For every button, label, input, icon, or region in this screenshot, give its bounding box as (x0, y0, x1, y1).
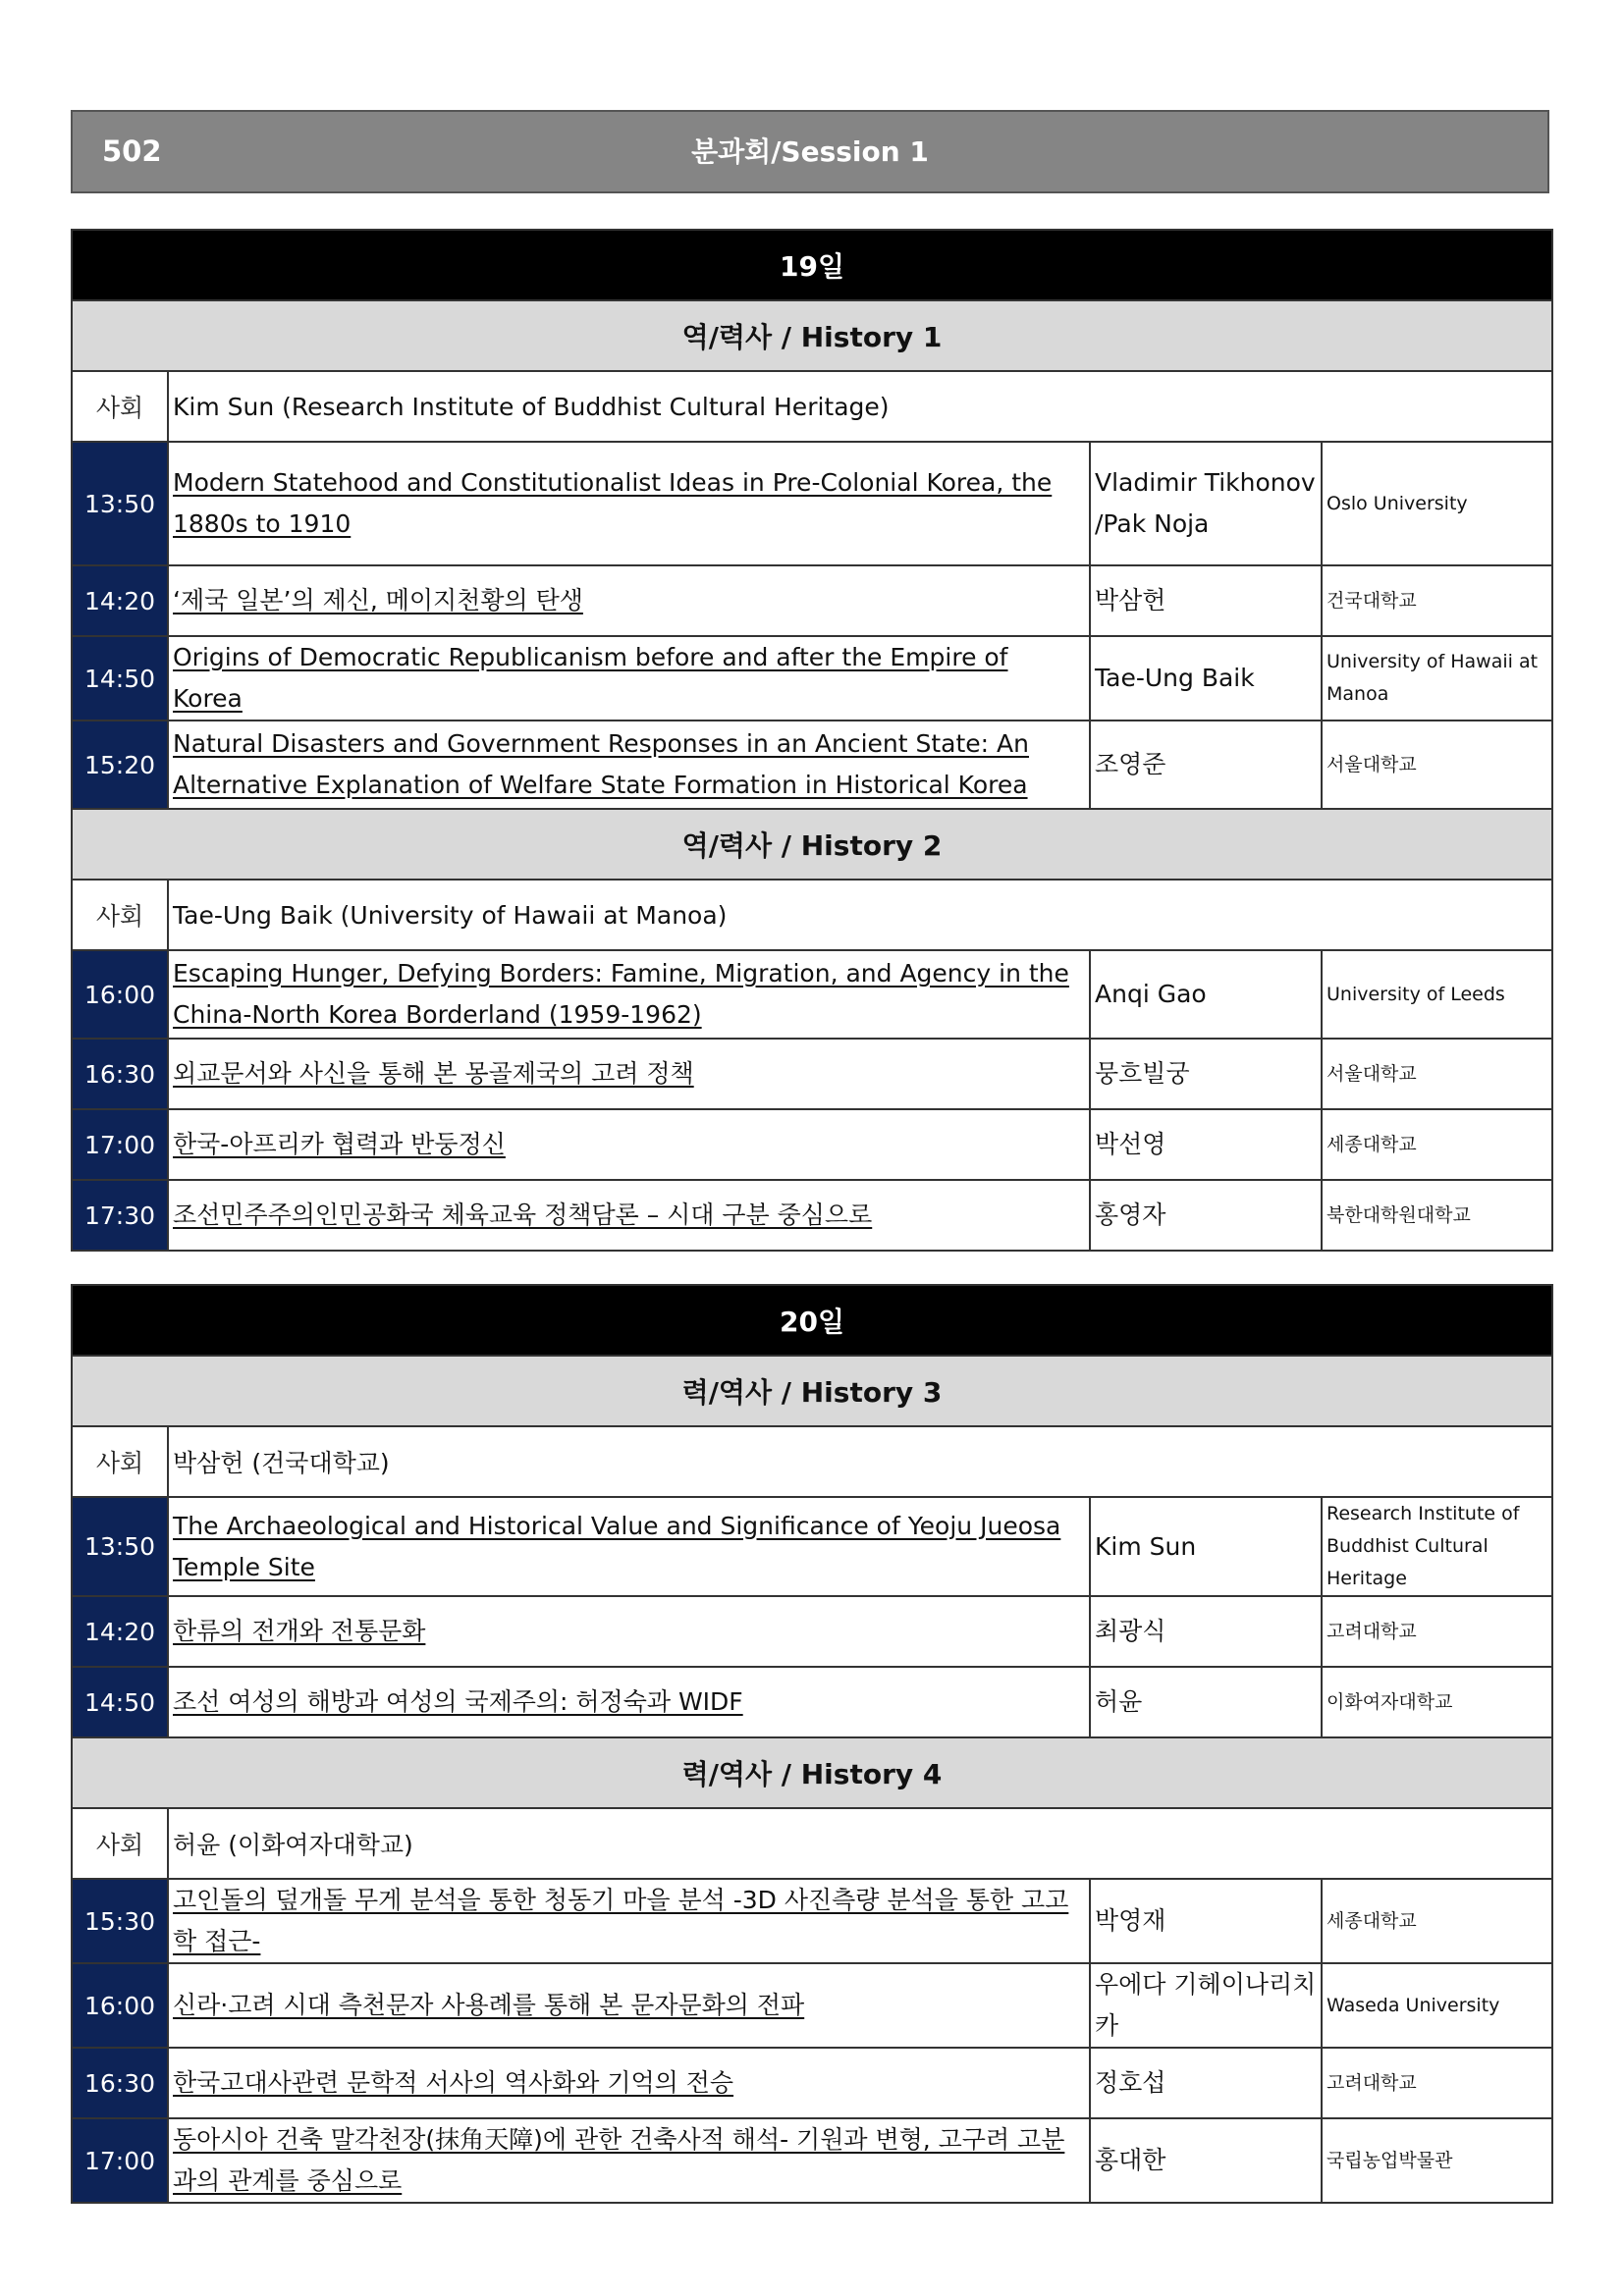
room-number: 502 (102, 134, 162, 168)
session-time: 14:50 (72, 1667, 168, 1737)
session-time: 15:20 (72, 721, 168, 809)
day-heading: 19일 (72, 230, 1552, 300)
session-time: 17:00 (72, 1109, 168, 1180)
presenter-name: 정호섭 (1090, 2048, 1322, 2118)
presenter-affiliation: University of Leeds (1322, 950, 1552, 1039)
presenter-affiliation: 세종대학교 (1322, 1879, 1552, 1963)
chair-label: 사회 (72, 1808, 168, 1879)
paper-title-link[interactable]: Origins of Democratic Republicanism before and after the Empire of Korea (173, 643, 1008, 713)
presenter-affiliation: 고려대학교 (1322, 1596, 1552, 1667)
presenter-name: 홍대한 (1090, 2118, 1322, 2203)
table-row (72, 442, 1552, 565)
table-row (72, 1596, 1552, 1667)
table-row (72, 1963, 1552, 2048)
paper-title-link[interactable]: 조선 여성의 해방과 여성의 국제주의: 허정숙과 WIDF (173, 1687, 743, 1716)
presenter-name: Tae-Ung Baik (1090, 636, 1322, 721)
paper-title-link[interactable]: Natural Disasters and Government Responses in an Ancient State: An Alternative Explanation of Welfare State Formation in Historical Korea (173, 729, 1029, 799)
session-time: 13:50 (72, 442, 168, 565)
schedule-day-19 (71, 229, 1553, 1252)
paper-title-link[interactable]: 한국고대사관련 문학적 서사의 역사화와 기억의 전승 (173, 2068, 734, 2097)
schedule-day-20 (71, 1284, 1553, 2204)
section-heading: 력/역사 / History 3 (72, 1356, 1552, 1426)
paper-title-link[interactable]: The Archaeological and Historical Value and Significance of Yeoju Jueosa Temple Site (173, 1511, 1061, 1581)
session-time: 14:20 (72, 565, 168, 636)
presenter-name: 뭉흐빌궁 (1090, 1039, 1322, 1109)
paper-title-link[interactable]: 동아시아 건축 말각천장(抹角天障)에 관한 건축사적 해석- 기원과 변형, 고구려 고분과의 관계를 중심으로 (173, 2125, 1065, 2195)
presenter-name: 허윤 (1090, 1667, 1322, 1737)
session-time: 15:30 (72, 1879, 168, 1963)
paper-title-link[interactable]: 한국-아프리카 협력과 반둥정신 (173, 1130, 506, 1158)
session-time: 16:30 (72, 2048, 168, 2118)
chair-name: 박삼헌 (건국대학교) (168, 1426, 1552, 1497)
paper-title-link[interactable]: 조선민주주의인민공화국 체육교육 정책담론 – 시대 구분 중심으로 (173, 1201, 873, 1229)
chair-name: Tae-Ung Baik (University of Hawaii at Manoa) (168, 880, 1552, 950)
session-time: 16:00 (72, 950, 168, 1039)
session-time: 14:50 (72, 636, 168, 721)
section-heading: 역/력사 / History 2 (72, 809, 1552, 880)
presenter-name: Kim Sun (1090, 1497, 1322, 1596)
presenter-affiliation: 이화여자대학교 (1322, 1667, 1552, 1737)
paper-title-link[interactable]: Escaping Hunger, Defying Borders: Famine, Migration, and Agency in the China-North Korea Borderland (1959-1962) (173, 959, 1069, 1029)
presenter-name: Anqi Gao (1090, 950, 1322, 1039)
table-row (72, 1180, 1552, 1251)
table-row (72, 1667, 1552, 1737)
session-time: 13:50 (72, 1497, 168, 1596)
chair-label: 사회 (72, 1426, 168, 1497)
presenter-affiliation: 국립농업박물관 (1322, 2118, 1552, 2203)
chair-label: 사회 (72, 880, 168, 950)
presenter-name: Vladimir Tikhonov /Pak Noja (1090, 442, 1322, 565)
paper-title-link[interactable]: 신라·고려 시대 측천문자 사용례를 통해 본 문자문화의 전파 (173, 1991, 805, 2019)
presenter-name: 최광식 (1090, 1596, 1322, 1667)
table-row (72, 2118, 1552, 2203)
table-row (72, 1109, 1552, 1180)
paper-title-link[interactable]: 고인돌의 덮개돌 무게 분석을 통한 청동기 마을 분석 -3D 사진측량 분석을 통한 고고학 접근- (173, 1886, 1069, 1955)
session-time: 17:30 (72, 1180, 168, 1251)
presenter-affiliation: 서울대학교 (1322, 1039, 1552, 1109)
table-row (72, 950, 1552, 1039)
section-heading: 역/력사 / History 1 (72, 300, 1552, 371)
presenter-affiliation: 세종대학교 (1322, 1109, 1552, 1180)
session-time: 16:30 (72, 1039, 168, 1109)
presenter-affiliation: 북한대학원대학교 (1322, 1180, 1552, 1251)
table-row (72, 721, 1552, 809)
presenter-affiliation: Waseda University (1322, 1963, 1552, 2048)
presenter-name: 박영재 (1090, 1879, 1322, 1963)
session-time: 16:00 (72, 1963, 168, 2048)
presenter-affiliation: University of Hawaii at Manoa (1322, 636, 1552, 721)
presenter-name: 박선영 (1090, 1109, 1322, 1180)
presenter-affiliation: Research Institute of Buddhist Cultural Heritage (1322, 1497, 1552, 1596)
section-heading: 력/역사 / History 4 (72, 1737, 1552, 1808)
presenter-name: 우에다 기헤이나리치카 (1090, 1963, 1322, 2048)
table-row (72, 636, 1552, 721)
table-row (72, 2048, 1552, 2118)
chair-name: 허윤 (이화여자대학교) (168, 1808, 1552, 1879)
presenter-affiliation: Oslo University (1322, 442, 1552, 565)
table-row (72, 1039, 1552, 1109)
paper-title-link[interactable]: ‘제국 일본’의 제신, 메이지천황의 탄생 (173, 586, 583, 614)
paper-title-link[interactable]: 한류의 전개와 전통문화 (173, 1617, 426, 1645)
session-time: 17:00 (72, 2118, 168, 2203)
session-title: 분과회/Session 1 (691, 135, 929, 168)
presenter-affiliation: 건국대학교 (1322, 565, 1552, 636)
presenter-name: 박삼헌 (1090, 565, 1322, 636)
presenter-name: 홍영자 (1090, 1180, 1322, 1251)
paper-title-link[interactable]: Modern Statehood and Constitutionalist Ideas in Pre-Colonial Korea, the 1880s to 1910 (173, 468, 1053, 538)
presenter-name: 조영준 (1090, 721, 1322, 809)
table-row (72, 1497, 1552, 1596)
table-row (72, 1879, 1552, 1963)
page-header (71, 110, 1549, 193)
presenter-affiliation: 고려대학교 (1322, 2048, 1552, 2118)
chair-label: 사회 (72, 371, 168, 442)
day-heading: 20일 (72, 1285, 1552, 1356)
presenter-affiliation: 서울대학교 (1322, 721, 1552, 809)
table-row (72, 565, 1552, 636)
session-time: 14:20 (72, 1596, 168, 1667)
paper-title-link[interactable]: 외교문서와 사신을 통해 본 몽골제국의 고려 정책 (173, 1059, 694, 1088)
chair-name: Kim Sun (Research Institute of Buddhist Cultural Heritage) (168, 371, 1552, 442)
